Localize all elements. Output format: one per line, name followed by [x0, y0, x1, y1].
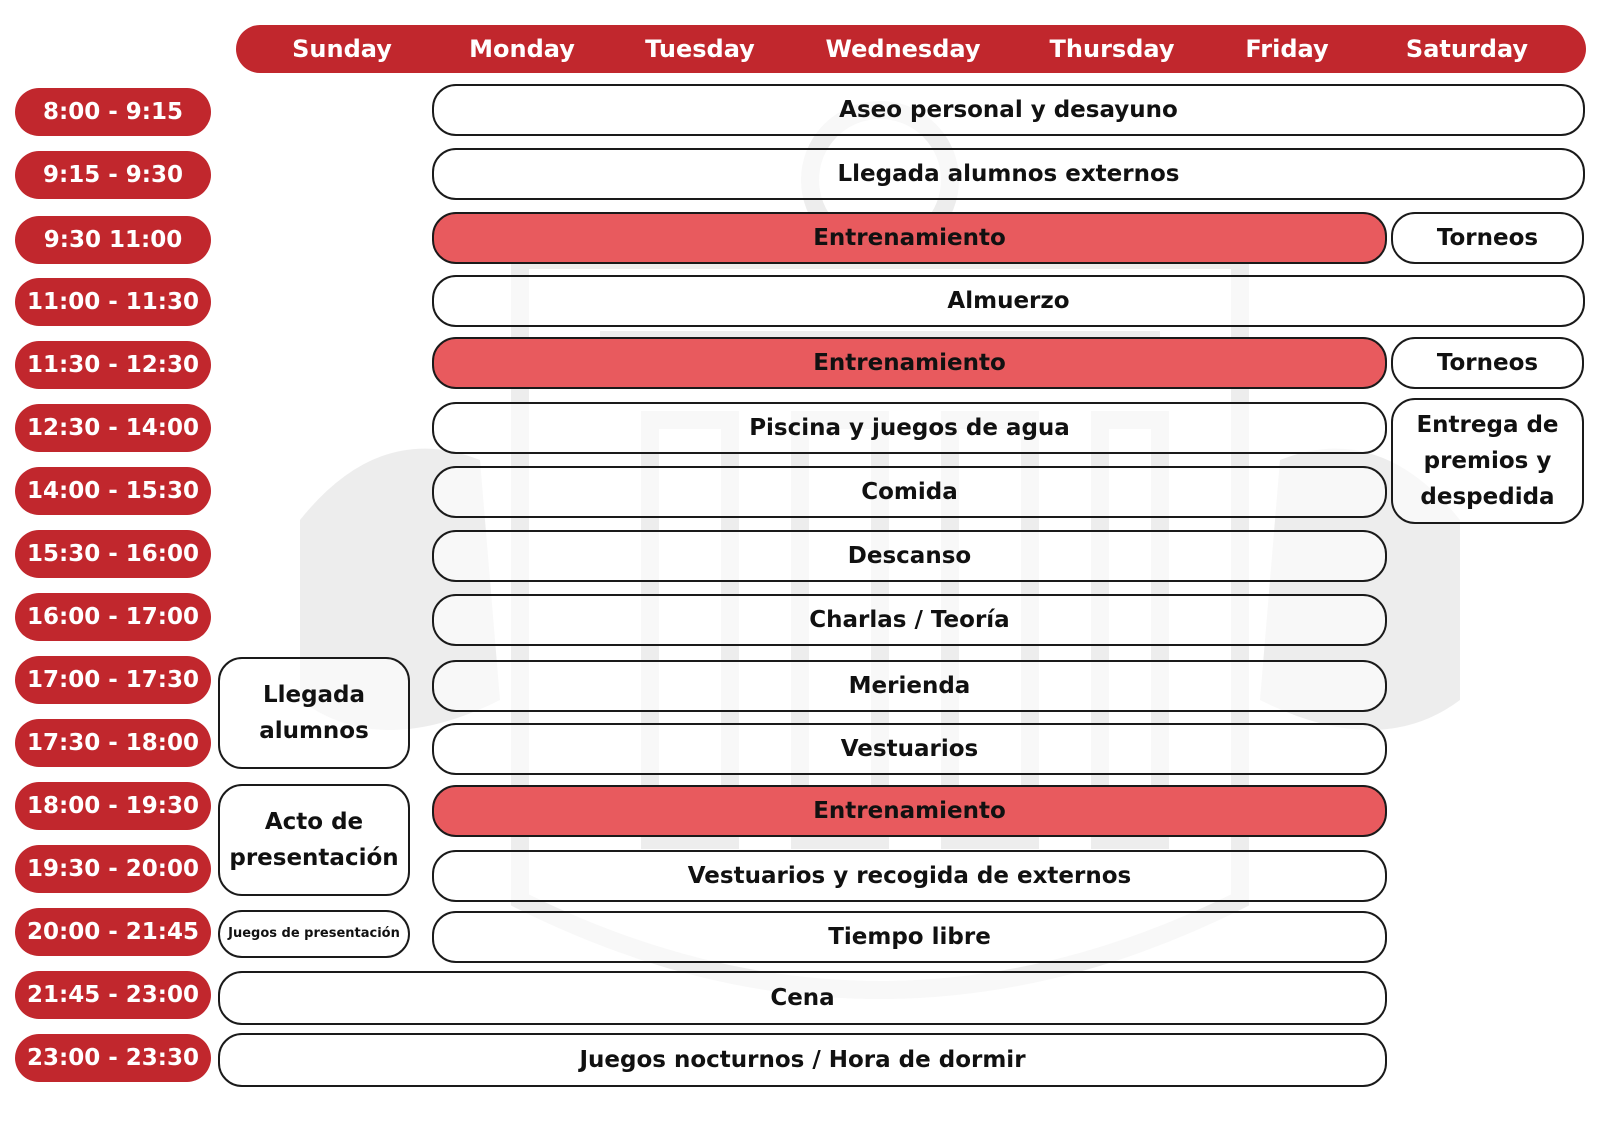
time-slot: 14:00 - 15:30 — [15, 467, 211, 515]
activity-merienda: Merienda — [432, 660, 1387, 712]
time-slot: 18:00 - 19:30 — [15, 782, 211, 830]
time-slot: 17:00 - 17:30 — [15, 656, 211, 704]
activity-torneos-2: Torneos — [1391, 337, 1584, 389]
activity-entrenamiento-evening: Entrenamiento — [432, 785, 1387, 837]
time-slot: 11:00 - 11:30 — [15, 278, 211, 326]
time-slot: 20:00 - 21:45 — [15, 908, 211, 956]
activity-llegada-alumnos: Llegada alumnos — [218, 657, 410, 769]
activity-entrenamiento-midday: Entrenamiento — [432, 337, 1387, 389]
time-slot: 17:30 - 18:00 — [15, 719, 211, 767]
time-slot: 16:00 - 17:00 — [15, 593, 211, 641]
day-wednesday: Wednesday — [825, 35, 981, 63]
activity-almuerzo: Almuerzo — [432, 275, 1585, 327]
day-sunday: Sunday — [292, 35, 392, 63]
day-monday: Monday — [469, 35, 575, 63]
activity-juegos-nocturnos: Juegos nocturnos / Hora de dormir — [218, 1033, 1387, 1087]
activity-torneos-1: Torneos — [1391, 212, 1584, 264]
activity-descanso: Descanso — [432, 530, 1387, 582]
activity-aseo: Aseo personal y desayuno — [432, 84, 1585, 136]
day-friday: Friday — [1245, 35, 1329, 63]
time-slot: 9:30 11:00 — [15, 216, 211, 264]
activity-comida: Comida — [432, 466, 1387, 518]
activity-entrenamiento-morning: Entrenamiento — [432, 212, 1387, 264]
activity-charlas: Charlas / Teoría — [432, 594, 1387, 646]
activity-entrega-premios: Entrega de premios y despedida — [1391, 398, 1584, 524]
activity-vestuarios: Vestuarios — [432, 723, 1387, 775]
time-slot: 11:30 - 12:30 — [15, 341, 211, 389]
time-slot: 12:30 - 14:00 — [15, 404, 211, 452]
activity-llegada-externos: Llegada alumnos externos — [432, 148, 1585, 200]
activity-acto-presentacion: Acto de presentación — [218, 784, 410, 896]
day-saturday: Saturday — [1405, 35, 1529, 63]
time-slot: 15:30 - 16:00 — [15, 530, 211, 578]
day-tuesday: Tuesday — [645, 35, 755, 63]
time-slot: 8:00 - 9:15 — [15, 88, 211, 136]
activity-tiempo-libre: Tiempo libre — [432, 911, 1387, 963]
activity-vestuarios-recogida: Vestuarios y recogida de externos — [432, 850, 1387, 902]
activity-cena: Cena — [218, 971, 1387, 1025]
time-slot: 9:15 - 9:30 — [15, 151, 211, 199]
time-slot: 21:45 - 23:00 — [15, 971, 211, 1019]
day-thursday: Thursday — [1049, 35, 1175, 63]
activity-juegos-presentacion: Juegos de presentación — [218, 910, 410, 958]
activity-piscina: Piscina y juegos de agua — [432, 402, 1387, 454]
time-slot: 19:30 - 20:00 — [15, 845, 211, 893]
time-slot: 23:00 - 23:30 — [15, 1034, 211, 1082]
